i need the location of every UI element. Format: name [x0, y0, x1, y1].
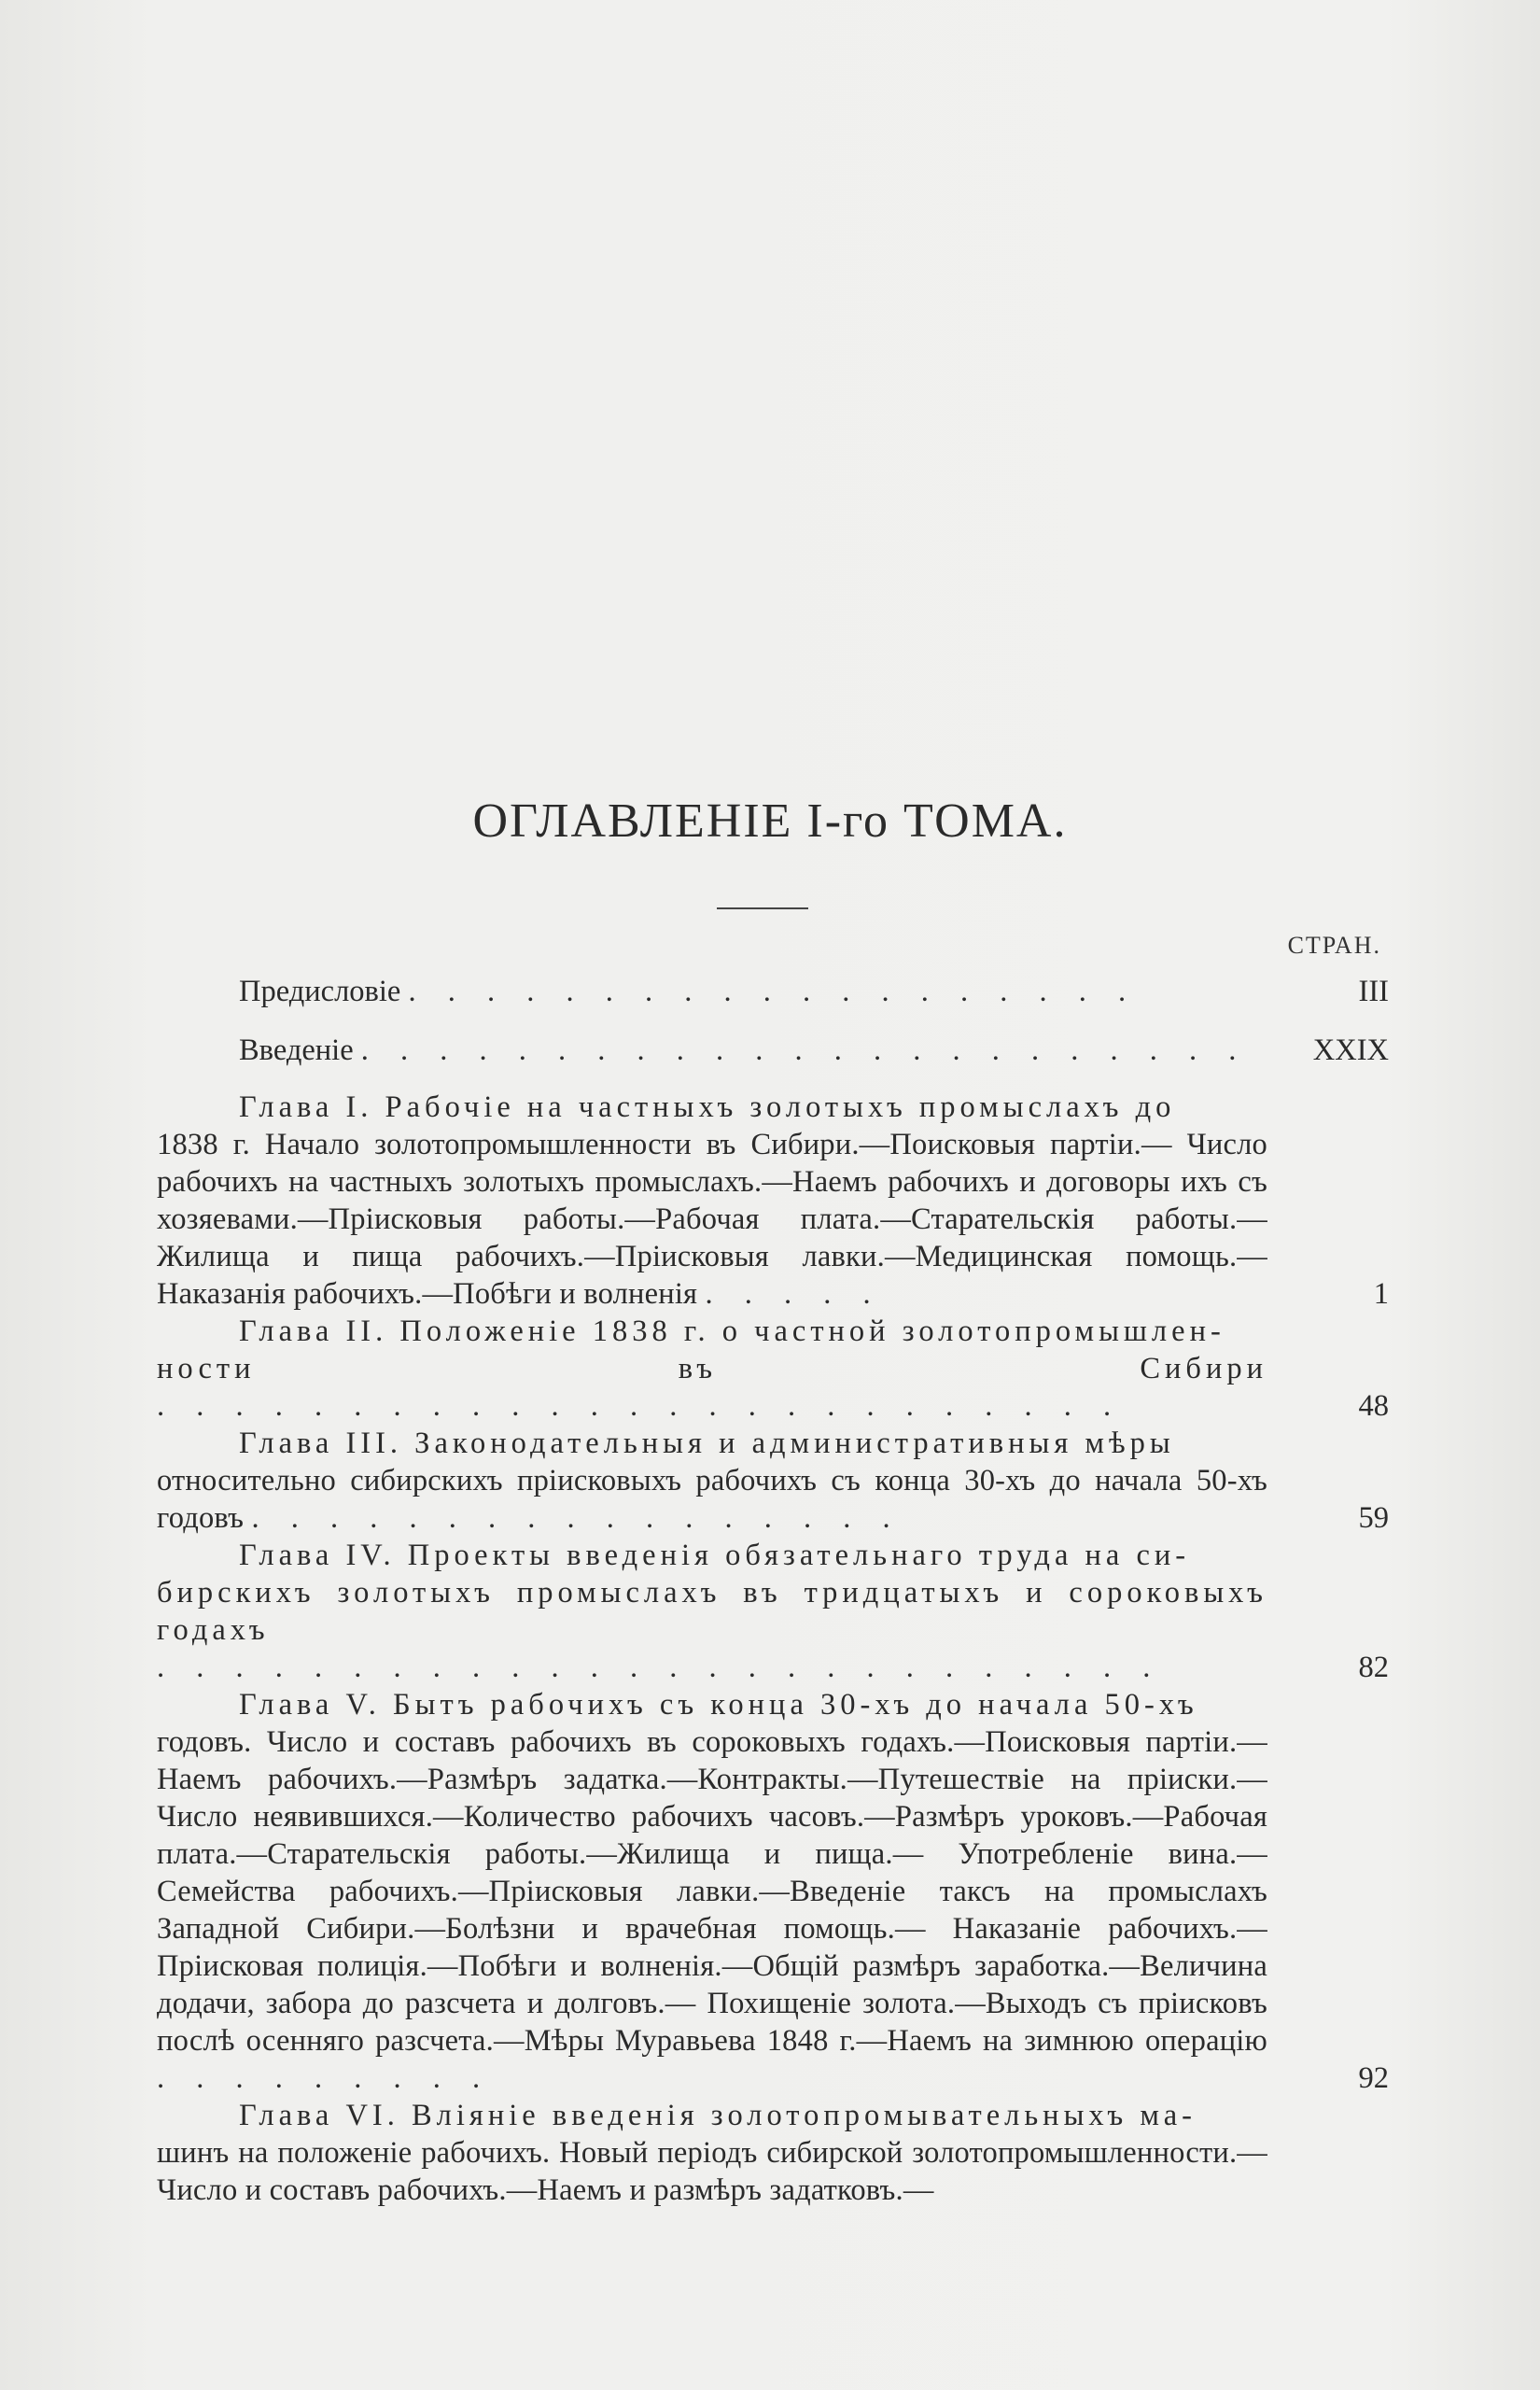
toc-page-number: 92: [1358, 2061, 1389, 2095]
toc-page-number: 1: [1373, 1277, 1389, 1311]
toc-entry-chapter-2: [157, 1313, 1389, 1425]
toc-entry-text: Предисловіе: [239, 975, 401, 1008]
toc-entry-chapter-4: [157, 1537, 1389, 1686]
toc-chapter-heading: Глава III. Законодательныя и административныя мѣры: [239, 1427, 1175, 1460]
toc-entry-chapter-6: [157, 2097, 1389, 2209]
toc-chapter-heading: Глава VI. Вліяніе введенія золотопромывательныхъ ма-: [239, 2099, 1197, 2132]
leader-dots: . . . . . . . . .: [157, 2061, 493, 2095]
toc-entry-chapter-1: [157, 1089, 1389, 1313]
toc-chapter-heading: Глава II. Положеніе 1838 г. о частной золотопромышлен-: [239, 1314, 1225, 1348]
toc-entry-text: бирскихъ золотыхъ промыслахъ въ тридцатыхъ и сороковыхъ годахъ: [157, 1576, 1267, 1647]
toc-chapter-summary: [157, 1723, 1267, 2097]
toc-entry-text: ности въ Сибири: [157, 1352, 1267, 1385]
leader-dots: . . . . . . . . . . . . . . . . . . . . . . . . . .: [157, 1651, 1163, 1684]
toc-page-number: XXIX: [1312, 1033, 1389, 1067]
toc-chapter-summary: [157, 1350, 1267, 1425]
toc-chapter-heading: Глава IV. Проекты введенія обязательнаго труда на си-: [239, 1539, 1191, 1572]
leader-dots: . . . . . . . . . . . . . . . . .: [251, 1501, 903, 1535]
toc-chapter-summary: [157, 1126, 1267, 1313]
toc-entry-chapter-5: [157, 1686, 1389, 2097]
title-divider: [717, 907, 808, 909]
toc-entry-text: относительно сибирскихъ пріисковыхъ рабочихъ съ конца 30-хъ до начала 50-хъ годовъ: [157, 1464, 1267, 1535]
page-column-label: СТРАН.: [1287, 932, 1381, 959]
table-of-contents: [157, 971, 1389, 2209]
toc-entry-chapter-3: [157, 1425, 1389, 1537]
leader-dots: . . . . . . . . . . . . . . . . . . .: [408, 975, 1139, 1008]
page-title: ОГЛАВЛЕНІЕ І-го ТОМА.: [472, 794, 1068, 848]
toc-chapter-heading: Глава V. Бытъ рабочихъ съ конца 30-хъ до начала 50-хъ: [239, 1688, 1198, 1722]
leader-dots: . . . . . . . . . . . . . . . . . . . . . . . . .: [157, 1389, 1124, 1423]
toc-entry-preface: [157, 971, 1389, 1012]
toc-chapter-heading: Глава I. Рабочіе на частныхъ золотыхъ промыслахъ до: [239, 1090, 1176, 1124]
toc-chapter-summary: [157, 1462, 1267, 1537]
leader-dots: . . . . . . . . . . . . . . . . . . . . . . .: [360, 1033, 1249, 1067]
toc-chapter-summary: [157, 2134, 1267, 2209]
toc-page-number: III: [1358, 975, 1389, 1008]
toc-entry-text: годовъ. Число и составъ рабочихъ въ сороковыхъ годахъ.—Поисковыя партіи.—Наемъ рабочихъ.—Размѣръ задатка.—Контракты.—Путешествіе на пріиски.—Число неявившихся.—Количество рабочихъ часовъ.—Размѣръ уроковъ.—Рабочая плата.—Старательскія работы.—Жилища и пища.— Употребленіе вина.—Семейства рабочихъ.—Пріисковыя лавки.—Введеніе таксъ на промыслахъ Западной Сибири.—Болѣзни и врачебная помощь.— Наказаніе рабочихъ.—Пріисковая полиція.—Побѣги и волненія.—Общій размѣръ заработка.—Величина додачи, забора до разсчета и долговъ.— Похищеніе золота.—Выходъ съ пріисковъ послѣ осенняго разсчета.—Мѣры Муравьева 1848 г.—Наемъ на зимнюю операцію: [157, 1725, 1267, 2058]
toc-page-number: 48: [1358, 1389, 1389, 1423]
toc-entry-text: Введеніе: [239, 1033, 354, 1067]
toc-page-number: 59: [1358, 1501, 1389, 1535]
leader-dots: . . . . .: [705, 1277, 883, 1311]
toc-entry-introduction: [157, 1030, 1389, 1071]
toc-entry-text: 1838 г. Начало золотопромышленности въ Сибири.—Поисковыя партіи.— Число рабочихъ на частныхъ золотыхъ промыслахъ.—Наемъ рабочихъ и договоры ихъ съ хозяевами.—Пріисковыя работы.—Рабочая плата.—Старательскія работы.—Жилища и пища рабочихъ.—Пріисковыя лавки.—Медицинская помощь.—Наказанія рабочихъ.—Побѣги и волненія: [157, 1128, 1267, 1311]
toc-chapter-summary: [157, 1574, 1267, 1686]
toc-page-number: 82: [1358, 1651, 1389, 1684]
toc-entry-text: шинъ на положеніе рабочихъ. Новый періодъ сибирской золотопромышленности.—Число и составъ рабочихъ.—Наемъ и размѣръ задатковъ.—: [157, 2136, 1267, 2207]
